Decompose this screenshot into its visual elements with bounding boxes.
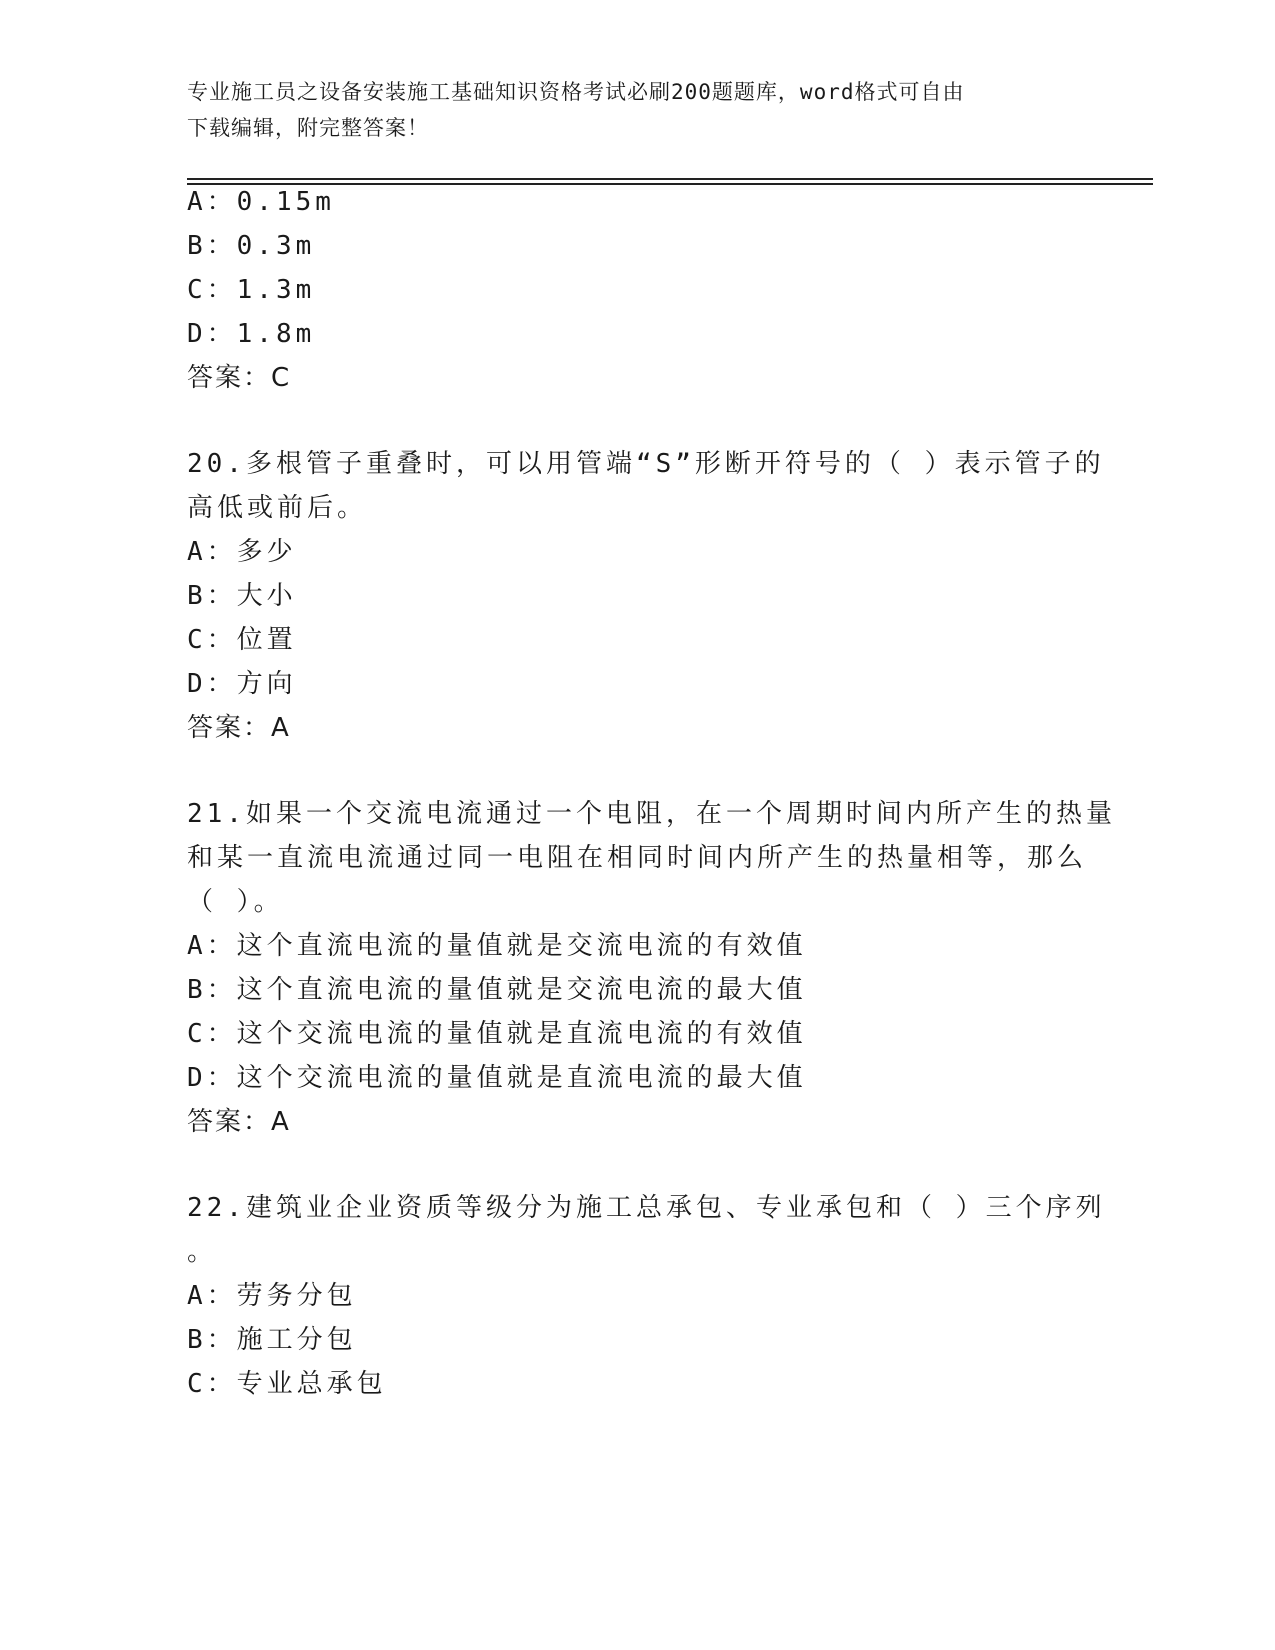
- q19-answer: 答案：C: [187, 363, 292, 393]
- q19-option-b: B：0.3m: [187, 231, 316, 261]
- q20-option-b: B：大小: [187, 581, 297, 611]
- q20-option-c: C：位置: [187, 625, 297, 655]
- q21-option-b: B：这个直流电流的量值就是交流电流的最大值: [187, 975, 807, 1005]
- q21-answer: 答案：A: [187, 1107, 291, 1137]
- q21-stem-line-2: 和某一直流电流通过同一电阻在相同时间内所产生的热量相等，那么: [187, 843, 1088, 873]
- q19-option-d: D：1.8m: [187, 319, 316, 349]
- document-header: [187, 74, 1067, 146]
- q21-stem-line-3: （ ）。: [187, 887, 284, 917]
- q22-stem-line-2: 。: [187, 1237, 218, 1267]
- q20-stem-line-2: 高低或前后。: [187, 493, 368, 523]
- header-divider-bottom: [187, 183, 1153, 185]
- q22-stem-line-1: 22.建筑业企业资质等级分为施工总承包、专业承包和（ ）三个序列: [187, 1193, 1106, 1223]
- header-title-line-1: 专业施工员之设备安装施工基础知识资格考试必刷200题题库，word格式可自由: [187, 80, 965, 104]
- q21-stem-line-1: 21.如果一个交流电流通过一个电阻，在一个周期时间内所产生的热量: [187, 799, 1116, 829]
- header-divider-top: [187, 178, 1153, 180]
- q21-option-c: C：这个交流电流的量值就是直流电流的有效值: [187, 1019, 807, 1049]
- q21-option-d: D：这个交流电流的量值就是直流电流的最大值: [187, 1063, 807, 1093]
- q19-option-a: A：0.15m: [187, 187, 335, 217]
- q20-answer: 答案：A: [187, 713, 291, 743]
- q22-option-c: C：专业总承包: [187, 1369, 387, 1399]
- q22-option-b: B：施工分包: [187, 1325, 357, 1355]
- q19-option-c: C：1.3m: [187, 275, 316, 305]
- header-title-line-2: 下载编辑，附完整答案！: [187, 116, 429, 140]
- q20-stem-line-1: 20.多根管子重叠时，可以用管端“S”形断开符号的（ ）表示管子的: [187, 449, 1105, 479]
- q20-option-d: D：方向: [187, 669, 297, 699]
- q21-option-a: A：这个直流电流的量值就是交流电流的有效值: [187, 931, 807, 961]
- q20-option-a: A：多少: [187, 537, 297, 567]
- q22-option-a: A：劳务分包: [187, 1281, 357, 1311]
